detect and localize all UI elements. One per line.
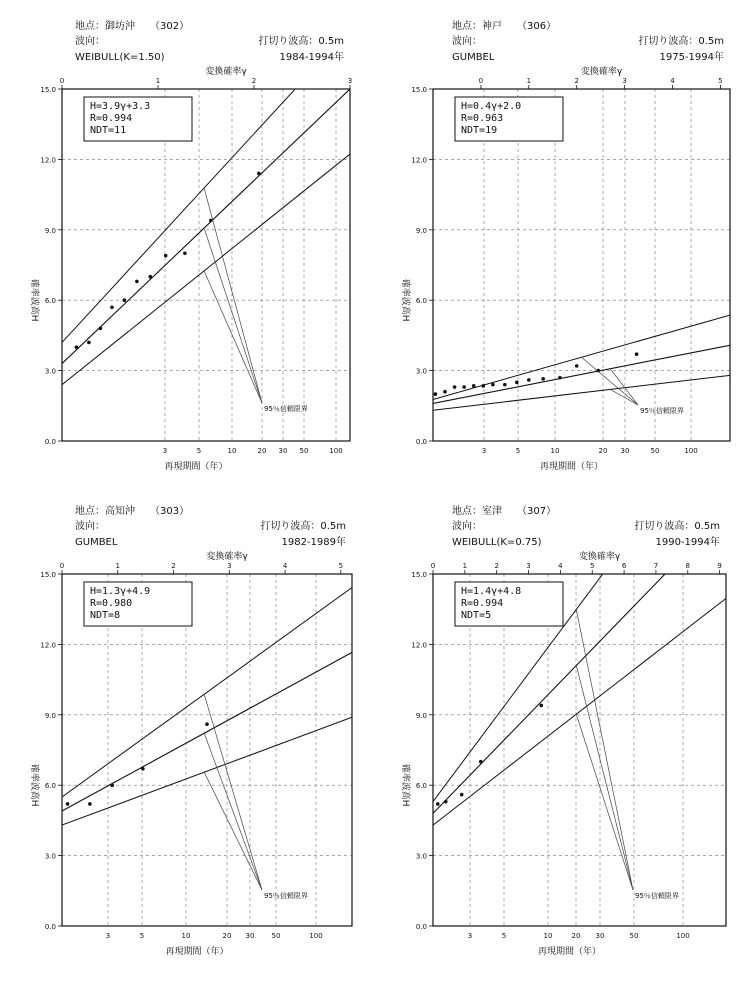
y-axis-tick-label: 3.0	[44, 852, 56, 861]
x-axis-tick-label: 10	[543, 932, 553, 940]
y-axis-title: 確率波高H	[400, 278, 410, 322]
data-point	[88, 802, 92, 806]
stats-line: H=3.9γ+3.3	[90, 101, 151, 112]
data-point	[66, 802, 70, 806]
data-point	[110, 783, 114, 787]
data-point	[87, 341, 91, 345]
stats-line: H=0.4γ+2.0	[461, 101, 522, 112]
x-axis-tick-label: 20	[222, 932, 232, 940]
plot-frame	[62, 89, 350, 441]
confidence-leader-line	[576, 714, 633, 890]
y-axis-tick-label: 0.0	[415, 923, 427, 931]
data-point	[99, 327, 103, 331]
confidence-leader-line	[576, 666, 633, 890]
data-point	[503, 383, 507, 387]
x-axis-tick-label: 10	[181, 932, 191, 940]
data-point	[635, 352, 639, 356]
top-axis-tick-label: 0	[59, 77, 65, 85]
y-axis-tick-label: 9.0	[44, 711, 56, 720]
confidence-lower-line	[62, 717, 352, 825]
y-axis-tick-label: 15.0	[411, 86, 427, 94]
x-axis-tick-label: 5	[196, 447, 202, 455]
x-axis-tick-label: 100	[684, 447, 698, 455]
top-axis-tick-label: 9	[717, 562, 722, 570]
x-axis-tick-label: 5	[139, 932, 145, 940]
y-axis-title: 確率波高H	[400, 763, 410, 807]
x-axis-tick-label: 20	[257, 447, 267, 455]
confidence-leader-line	[204, 271, 262, 403]
y-axis-tick-label: 9.0	[415, 711, 427, 720]
x-axis-tick-label: 3	[467, 932, 473, 940]
threshold-label: 打切り波高：0.5m	[260, 521, 346, 532]
y-axis-tick-label: 6.0	[44, 782, 56, 791]
confidence-leader-line	[204, 733, 262, 890]
top-axis-title: 変換確率γ	[580, 67, 623, 77]
top-axis-title: 変換確率γ	[206, 552, 248, 562]
station-label: 地点：神戸 （306）	[452, 21, 557, 32]
top-axis-tick-label: 2	[574, 77, 579, 85]
data-point	[443, 390, 447, 394]
y-axis-tick-label: 15.0	[411, 571, 427, 579]
top-axis-tick-label: 2	[494, 562, 499, 570]
confidence-leader-line	[204, 772, 262, 890]
data-point	[472, 384, 476, 388]
data-point	[575, 364, 579, 368]
data-point	[541, 377, 545, 381]
data-point	[527, 378, 531, 382]
x-axis-tick-label: 10	[550, 447, 560, 455]
confidence-limit-label: 95％信頼限界	[264, 892, 308, 900]
confidence-leader-line	[576, 609, 633, 890]
confidence-lower-line	[62, 154, 350, 385]
data-point	[444, 800, 448, 804]
stats-line: R=0.963	[461, 113, 504, 124]
top-axis-tick-label: 0	[430, 562, 436, 570]
stats-line: NDT=8	[90, 610, 121, 621]
period-label: 1982-1989年	[281, 537, 346, 548]
regression-line	[62, 652, 352, 811]
y-axis-tick-label: 0.0	[415, 438, 427, 446]
x-axis-tick-label: 5	[501, 932, 507, 940]
x-axis-tick-label: 3	[105, 932, 111, 940]
top-axis-tick-label: 0	[59, 562, 65, 570]
x-axis-tick-label: 30	[245, 932, 255, 940]
data-point	[539, 704, 543, 708]
confidence-leader-line	[204, 228, 262, 403]
x-axis-title: 再現期間（年）	[165, 947, 229, 957]
data-point	[75, 345, 79, 349]
y-axis-tick-label: 0.0	[44, 923, 56, 931]
x-axis-title: 再現期間（年）	[539, 462, 604, 472]
top-axis-tick-label: 1	[526, 77, 532, 85]
x-axis-tick-label: 50	[271, 932, 281, 940]
x-axis-tick-label: 10	[227, 447, 237, 455]
data-point	[460, 793, 464, 797]
distribution-label: WEIBULL(K=1.50)	[75, 52, 165, 63]
x-axis-tick-label: 3	[162, 447, 168, 455]
stats-line: R=0.994	[461, 598, 504, 609]
threshold-label: 打切り波高：0.5m	[638, 36, 724, 47]
y-axis-tick-label: 3.0	[415, 367, 427, 376]
distribution-label: GUMBEL	[75, 537, 118, 548]
y-axis-tick-label: 15.0	[40, 571, 56, 579]
top-axis-tick-label: 5	[718, 77, 723, 85]
y-axis-tick-label: 9.0	[415, 226, 427, 235]
y-axis-tick-label: 3.0	[415, 852, 427, 861]
stats-line: NDT=5	[461, 610, 492, 621]
wave-direction-label: 波向：	[75, 521, 105, 532]
stats-line: R=0.994	[90, 113, 133, 124]
station-label: 地点：御坊沖 （302）	[75, 21, 190, 32]
y-axis-tick-label: 12.0	[411, 156, 427, 165]
top-axis-tick-label: 2	[171, 562, 176, 570]
top-axis-tick-label: 4	[282, 562, 288, 570]
data-point	[205, 722, 209, 726]
data-point	[209, 219, 213, 223]
top-axis-tick-label: 3	[347, 77, 353, 85]
y-axis-tick-label: 12.0	[411, 641, 427, 650]
chart-panel-1	[29, 19, 352, 472]
y-axis-title: 確率波高H	[29, 763, 39, 807]
distribution-label: GUMBEL	[452, 52, 495, 63]
data-point	[481, 384, 485, 388]
chart-panel-4	[400, 409, 726, 957]
stats-line: R=0.980	[90, 598, 133, 609]
data-point	[110, 305, 114, 309]
confidence-limit-label: 95％信頼限界	[264, 405, 308, 413]
top-axis-tick-label: 1	[115, 562, 121, 570]
period-label: 1990-1994年	[655, 537, 720, 548]
y-axis-title: 確率波高H	[29, 278, 39, 322]
data-point	[434, 392, 438, 396]
data-point	[135, 280, 139, 284]
top-axis-tick-label: 3	[227, 562, 232, 570]
data-point	[149, 275, 153, 279]
confidence-lower-line	[433, 598, 726, 825]
top-axis-tick-label: 4	[670, 77, 675, 85]
top-axis-tick-label: 5	[590, 562, 595, 570]
y-axis-tick-label: 12.0	[40, 641, 56, 650]
top-axis-tick-label: 2	[251, 77, 257, 85]
top-axis-title: 変換確率γ	[578, 552, 621, 562]
top-axis-tick-label: 1	[155, 77, 161, 85]
x-axis-tick-label: 50	[650, 447, 660, 455]
data-point	[141, 767, 145, 771]
x-axis-tick-label: 5	[515, 447, 521, 455]
plot-frame	[62, 574, 352, 926]
x-axis-tick-label: 30	[595, 932, 605, 940]
x-axis-tick-label: 3	[481, 447, 487, 455]
x-axis-tick-label: 100	[676, 932, 690, 940]
wave-direction-label: 波向：	[75, 36, 105, 47]
top-axis-title: 変換確率γ	[205, 67, 247, 77]
top-axis-tick-label: 0	[478, 77, 484, 85]
stats-line: H=1.3γ+4.9	[90, 586, 151, 597]
confidence-limit-label: 95％信頼限界	[635, 892, 679, 900]
threshold-label: 打切り波高：0.5m	[634, 521, 720, 532]
plot-frame	[433, 89, 730, 441]
data-point	[123, 298, 127, 302]
top-axis-tick-label: 5	[338, 562, 344, 570]
x-axis-tick-label: 100	[309, 932, 323, 940]
x-axis-tick-label: 100	[329, 447, 343, 455]
stats-line: H=1.4γ+4.8	[461, 586, 522, 597]
data-point	[164, 254, 168, 258]
data-point	[183, 251, 187, 255]
period-label: 1975-1994年	[659, 52, 724, 63]
data-point	[558, 376, 562, 380]
y-axis-tick-label: 9.0	[44, 226, 56, 235]
y-axis-tick-label: 15.0	[40, 86, 56, 94]
station-label: 地点：室津 （307）	[452, 506, 557, 517]
confidence-leader-line	[610, 389, 638, 405]
x-axis-tick-label: 20	[571, 932, 581, 940]
data-point	[479, 760, 483, 764]
top-axis-tick-label: 4	[558, 562, 563, 570]
data-point	[462, 385, 466, 389]
top-axis-tick-label: 1	[462, 562, 468, 570]
chart-panel-3	[29, 504, 352, 957]
chart-panel-2	[400, 19, 730, 472]
x-axis-tick-label: 30	[620, 447, 630, 455]
stats-line: NDT=11	[90, 125, 127, 136]
x-axis-title: 再現期間（年）	[164, 462, 228, 472]
x-axis-tick-label: 50	[629, 932, 639, 940]
distribution-label: WEIBULL(K=0.75)	[452, 537, 542, 548]
top-axis-tick-label: 8	[685, 562, 691, 570]
regression-line	[433, 345, 730, 403]
y-axis-tick-label: 6.0	[44, 297, 56, 306]
y-axis-tick-label: 3.0	[44, 367, 56, 376]
stats-line: NDT=19	[461, 125, 498, 136]
wave-direction-label: 波向：	[452, 36, 482, 47]
x-axis-tick-label: 50	[299, 447, 309, 455]
top-axis-tick-label: 3	[526, 562, 531, 570]
y-axis-tick-label: 6.0	[415, 297, 427, 306]
data-point	[515, 381, 519, 385]
top-axis-tick-label: 3	[622, 77, 627, 85]
confidence-lower-line	[433, 375, 730, 410]
x-axis-tick-label: 30	[278, 447, 288, 455]
threshold-label: 打切り波高：0.5m	[258, 36, 344, 47]
data-point	[491, 383, 495, 387]
x-axis-tick-label: 20	[598, 447, 608, 455]
data-point	[453, 385, 457, 389]
y-axis-tick-label: 12.0	[40, 156, 56, 165]
data-point	[257, 172, 261, 176]
top-axis-tick-label: 6	[621, 562, 627, 570]
y-axis-tick-label: 6.0	[415, 782, 427, 791]
station-label: 地点：高知沖 （303）	[75, 506, 190, 517]
period-label: 1984-1994年	[279, 52, 344, 63]
y-axis-tick-label: 0.0	[44, 438, 56, 446]
top-axis-tick-label: 7	[653, 562, 659, 570]
wave-direction-label: 波向：	[452, 521, 482, 532]
x-axis-title: 再現期間（年）	[537, 947, 602, 957]
confidence-limit-label: 95％信頼限界	[640, 407, 684, 415]
confidence-leader-line	[204, 694, 262, 890]
data-point	[436, 802, 440, 806]
